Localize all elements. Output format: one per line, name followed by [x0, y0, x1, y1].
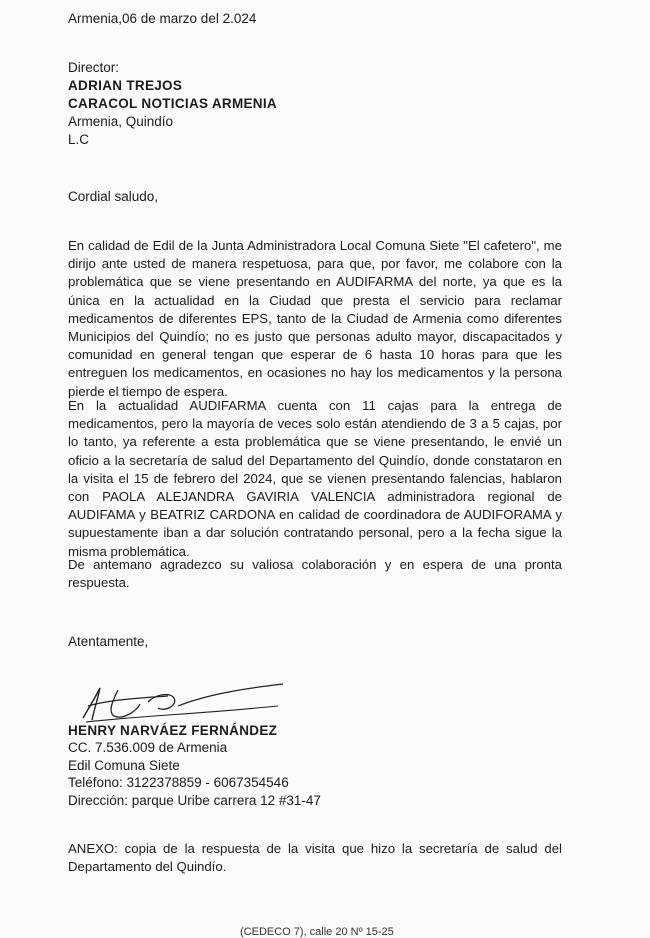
- sender-phone: Teléfono: 3122378859 - 6067354546: [68, 775, 289, 791]
- paragraph-2: En la actualidad AUDIFARMA cuenta con 11 cajas para la entrega de medicamentos, pero la mayoría de veces solo están atendiendo de 3 a 5 cajas, por lo tanto, ya referente a esta problemática que se viene presentando, le envié un oficio a la secretaría de salud del Departamento del Quindío, donde constataron en la visita el 15 de febrero del 2024, que se vienen presentando falencias, hablaron con PAOLA ALEJANDRA GAVIRIA VALENCIA administradora regional de AUDIFAMA y BEATRIZ CARDONA en calidad de coordinadora de AUDIFORAMA y supuestamente iban a dar solución contratando personal, pero a la fecha sigue la misma problemática.: [68, 398, 562, 559]
- recipient-name: ADRIAN TREJOS: [68, 78, 183, 93]
- recipient-city: Armenia, Quindío: [68, 114, 174, 129]
- footer-address: (CEDECO 7), calle 20 Nº 15-25: [240, 926, 394, 938]
- salutation: Cordial saludo,: [68, 189, 159, 204]
- sender-id: CC. 7.536.009 de Armenia: [68, 740, 228, 756]
- recipient-extra: L.C: [68, 132, 90, 147]
- sender-role: Edil Comuna Siete: [68, 757, 180, 773]
- date-line: Armenia,06 de marzo del 2.024: [68, 11, 257, 26]
- sender-name: HENRY NARVÁEZ FERNÁNDEZ: [68, 723, 278, 738]
- recipient-block: [68, 59, 277, 149]
- recipient-organization: CARACOL NOTICIAS ARMENIA: [68, 96, 277, 111]
- annex: ANEXO: copia de la respuesta de la visita que hizo la secretaría de salud del Departamento del Quindío.: [68, 841, 562, 875]
- closing: Atentamente,: [68, 634, 149, 649]
- sender-address: Dirección: parque Uribe carrera 12 #31-47: [68, 792, 321, 808]
- paragraph-3: De antemano agradezco su valiosa colaboración y en espera de una pronta respuesta.: [68, 557, 562, 591]
- sender-block: [68, 722, 321, 809]
- signature-image: [78, 676, 288, 726]
- recipient-label: Director:: [68, 60, 120, 75]
- paragraph-1: En calidad de Edil de la Junta Administradora Local Comuna Siete "El cafetero", me dirijo ante usted de manera respetuosa, para que, por favor, me colabore con la problemática que se viene presentando en AUDIFARMA del norte, ya que es la única en la actualidad en la Ciudad que presta el servicio para reclamar medicamentos de diferentes EPS, tanto de la Ciudad de Armenia como diferentes Municipios del Quindío; no es justo que personas adulto mayor, discapacitados y comunidad en general tengan que esperar de 6 hasta 10 horas para que les entreguen los medicamentos, en ocasiones no hay los medicamentos y la persona pierde el tiempo de espera.: [68, 238, 562, 399]
